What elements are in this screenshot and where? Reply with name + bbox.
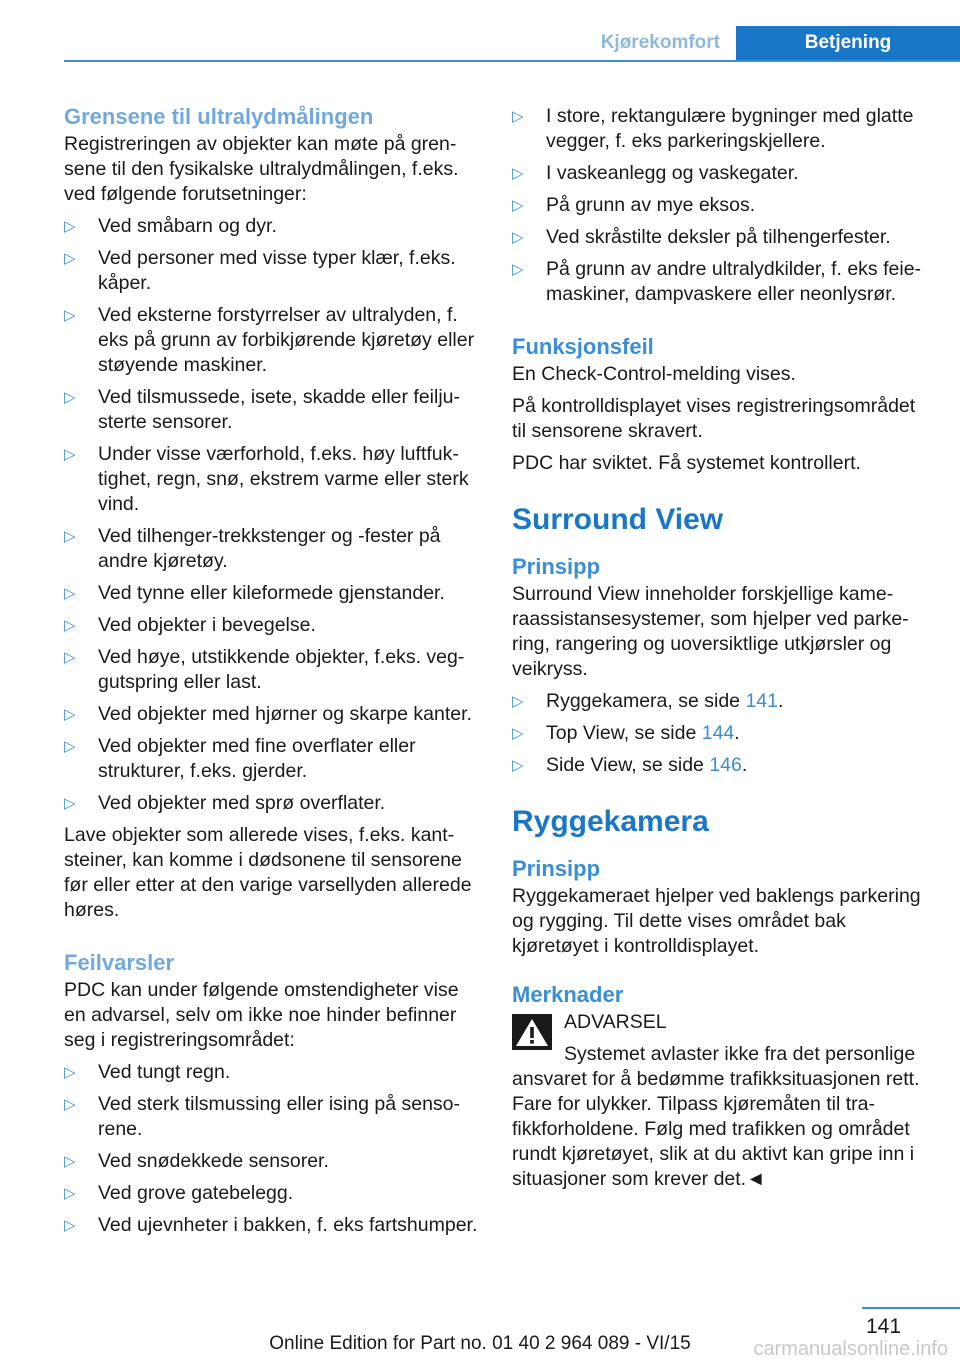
heading-malfunction: Funksjonsfeil xyxy=(512,334,654,359)
warning-title: ADVARSEL xyxy=(564,1011,667,1033)
warning-text: Systemet avlaster ikke fra det personlige ansvaret for å bedømme trafikksituasjonen rett. Fare for ulykker. Tilpass kjøremåten til trafikkforholdene. Følg med trafikken og området rundt kjøretøyet, slik at du aktivt kan gripe inn i situasjoner som krever det.◄ xyxy=(512,1043,920,1190)
list-item: ▷ På grunn av mye eksos. xyxy=(512,194,756,216)
page-number-rule xyxy=(862,1307,960,1309)
list-item: ▷ I vaskeanlegg og vaskegater. xyxy=(512,162,799,184)
header-tab-betjening: Betjening xyxy=(736,26,960,62)
paragraph-low-objects: Lave objekter som allerede vises, f.eks. kantsteiner, kan komme i dødsonene til sensorene før eller etter at den varige varsellyden allerede høres. xyxy=(64,824,472,921)
triangle-right-icon: ▷ xyxy=(512,261,524,278)
list-item: ▷ Ved personer med visse typer klær, f.eks. kåper. xyxy=(64,247,456,294)
triangle-right-icon: ▷ xyxy=(64,389,76,406)
list-surround-refs xyxy=(512,689,928,778)
triangle-right-icon: ▷ xyxy=(512,197,524,214)
list-item: ▷ Ved eksterne forstyrrelser av ultralyden, f. eks på grunn av forbikjørende kjøretøy eller støyende maskiner. xyxy=(64,304,475,376)
page-number: 141 xyxy=(866,1315,902,1338)
triangle-right-icon: ▷ xyxy=(512,229,524,246)
triangle-right-icon: ▷ xyxy=(64,1064,76,1081)
triangle-right-icon: ▷ xyxy=(64,250,76,267)
triangle-right-icon: ▷ xyxy=(64,1217,76,1234)
page-link-144[interactable]: 144 xyxy=(701,722,735,744)
triangle-right-icon: ▷ xyxy=(64,1153,76,1170)
triangle-right-icon: ▷ xyxy=(512,165,524,182)
list-item: ▷ Ved tynne eller kileformede gjenstander. xyxy=(64,582,445,604)
warning-block xyxy=(512,1010,928,1192)
paragraph-malfunction-1: En Check-Control-melding vises. xyxy=(512,363,796,385)
left-column xyxy=(64,100,480,1245)
paragraph-rear-camera: Ryggekameraet hjelper ved baklengs parkering og rygging. Til dette vises området bak kjøretøyet i kontrolldisplayet. xyxy=(512,885,921,957)
list-item: ▷ I store, rektangulære bygninger med glatte vegger, f. eks parkeringskjellere. xyxy=(512,105,914,152)
list-item: ▷ Top View, se side 144. xyxy=(512,722,740,744)
heading-principle-camera: Prinsipp xyxy=(512,856,601,881)
list-item: ▷ Ved objekter med sprø overflater. xyxy=(64,792,386,814)
list-item: ▷ Ved tungt regn. xyxy=(64,1061,231,1083)
triangle-right-icon: ▷ xyxy=(64,307,76,324)
list-item: ▷ Ved tilhenger-trekkstenger og -fester på andre kjøretøy. xyxy=(64,525,441,572)
triangle-right-icon: ▷ xyxy=(64,585,76,602)
list-item: ▷ Ved sterk tilsmussing eller ising på sensorene. xyxy=(64,1093,461,1140)
page-link-146[interactable]: 146 xyxy=(709,754,742,776)
paragraph-malfunction-2: På kontrolldisplayet vises registreringsområdet til sensorene skravert. xyxy=(512,395,916,442)
list-item: ▷ Ved objekter i bevegelse. xyxy=(64,614,316,636)
list-item: ▷ Ryggekamera, se side 141. xyxy=(512,690,784,712)
triangle-right-icon: ▷ xyxy=(64,1185,76,1202)
paragraph-malfunction-3: PDC har sviktet. Få systemet kontrollert. xyxy=(512,452,861,474)
list-item: ▷ Side View, se side 146. xyxy=(512,754,748,776)
heading-ultrasound-limits: Grensene til ultralydmålingen xyxy=(64,104,374,129)
triangle-right-icon: ▷ xyxy=(64,218,76,235)
triangle-right-icon: ▷ xyxy=(64,706,76,723)
triangle-right-icon: ▷ xyxy=(512,725,524,742)
paragraph-ultrasound-limits: Registreringen av objekter kan møte på grensene til den fysikalske ultralydmålingen, f.eks. ved følgende forutsetninger: xyxy=(64,133,459,205)
list-item: ▷ Ved høye, utstikkende objekter, f.eks. veggutspring eller last. xyxy=(64,646,465,693)
triangle-right-icon: ▷ xyxy=(512,757,524,774)
triangle-right-icon: ▷ xyxy=(64,795,76,812)
triangle-right-icon: ▷ xyxy=(512,108,524,125)
list-item: ▷ Ved skråstilte deksler på tilhengerfester. xyxy=(512,226,891,248)
triangle-right-icon: ▷ xyxy=(64,738,76,755)
triangle-right-icon: ▷ xyxy=(64,649,76,666)
list-item: ▷ På grunn av andre ultralydkilder, f. eks feiemaskiner, dampvaskere eller neonlysrør. xyxy=(512,258,922,305)
right-column xyxy=(512,100,928,1199)
heading-rear-camera: Ryggekamera xyxy=(512,805,709,838)
list-false-warnings xyxy=(64,1060,480,1238)
heading-surround-view: Surround View xyxy=(512,503,724,536)
list-item: ▷ Under visse værforhold, f.eks. høy luftfuktighet, regn, snø, ekstrem varme eller sterk vind. xyxy=(64,443,469,515)
watermark: carmanualsonline.info xyxy=(753,1338,948,1360)
triangle-right-icon: ▷ xyxy=(64,1096,76,1113)
list-item: ▷ Ved tilsmussede, isete, skadde eller feiljusterte sensorer. xyxy=(64,386,461,433)
header-tab-kjorekomfort: Kjørekomfort xyxy=(600,32,720,53)
list-item: ▷ Ved snødekkede sensorer. xyxy=(64,1150,329,1172)
list-limits-continued xyxy=(512,104,928,307)
triangle-right-icon: ▷ xyxy=(64,617,76,634)
paragraph-false-warnings: PDC kan under følgende omstendigheter vise en advarsel, selv om ikke noe hinder befinner seg i registreringsområdet: xyxy=(64,979,459,1051)
list-item: ▷ Ved grove gatebelegg. xyxy=(64,1182,294,1204)
list-limits xyxy=(64,214,480,816)
triangle-right-icon: ▷ xyxy=(64,528,76,545)
triangle-right-icon: ▷ xyxy=(64,446,76,463)
heading-notes: Merknader xyxy=(512,982,624,1007)
heading-principle: Prinsipp xyxy=(512,554,601,579)
page-link-141[interactable]: 141 xyxy=(745,690,778,712)
triangle-right-icon: ▷ xyxy=(512,693,524,710)
header-rule xyxy=(64,60,960,62)
list-item: ▷ Ved småbarn og dyr. xyxy=(64,215,277,237)
list-item: ▷ Ved objekter med hjørner og skarpe kanter. xyxy=(64,703,472,725)
list-item: ▷ Ved objekter med fine overflater eller strukturer, f.eks. gjerder. xyxy=(64,735,416,782)
footer-edition: Online Edition for Part no. 01 40 2 964 089 - VI/15 xyxy=(269,1333,691,1354)
list-item: ▷ Ved ujevnheter i bakken, f. eks fartshumper. xyxy=(64,1214,478,1236)
paragraph-surround-view: Surround View inneholder forskjellige kameraassistansesystemer, som hjelper ved parkering, rangering og uoversiktlige utkjørsler og veikryss. xyxy=(512,583,909,680)
heading-false-warnings: Feilvarsler xyxy=(64,950,175,975)
warning-triangle-icon xyxy=(512,1014,552,1050)
